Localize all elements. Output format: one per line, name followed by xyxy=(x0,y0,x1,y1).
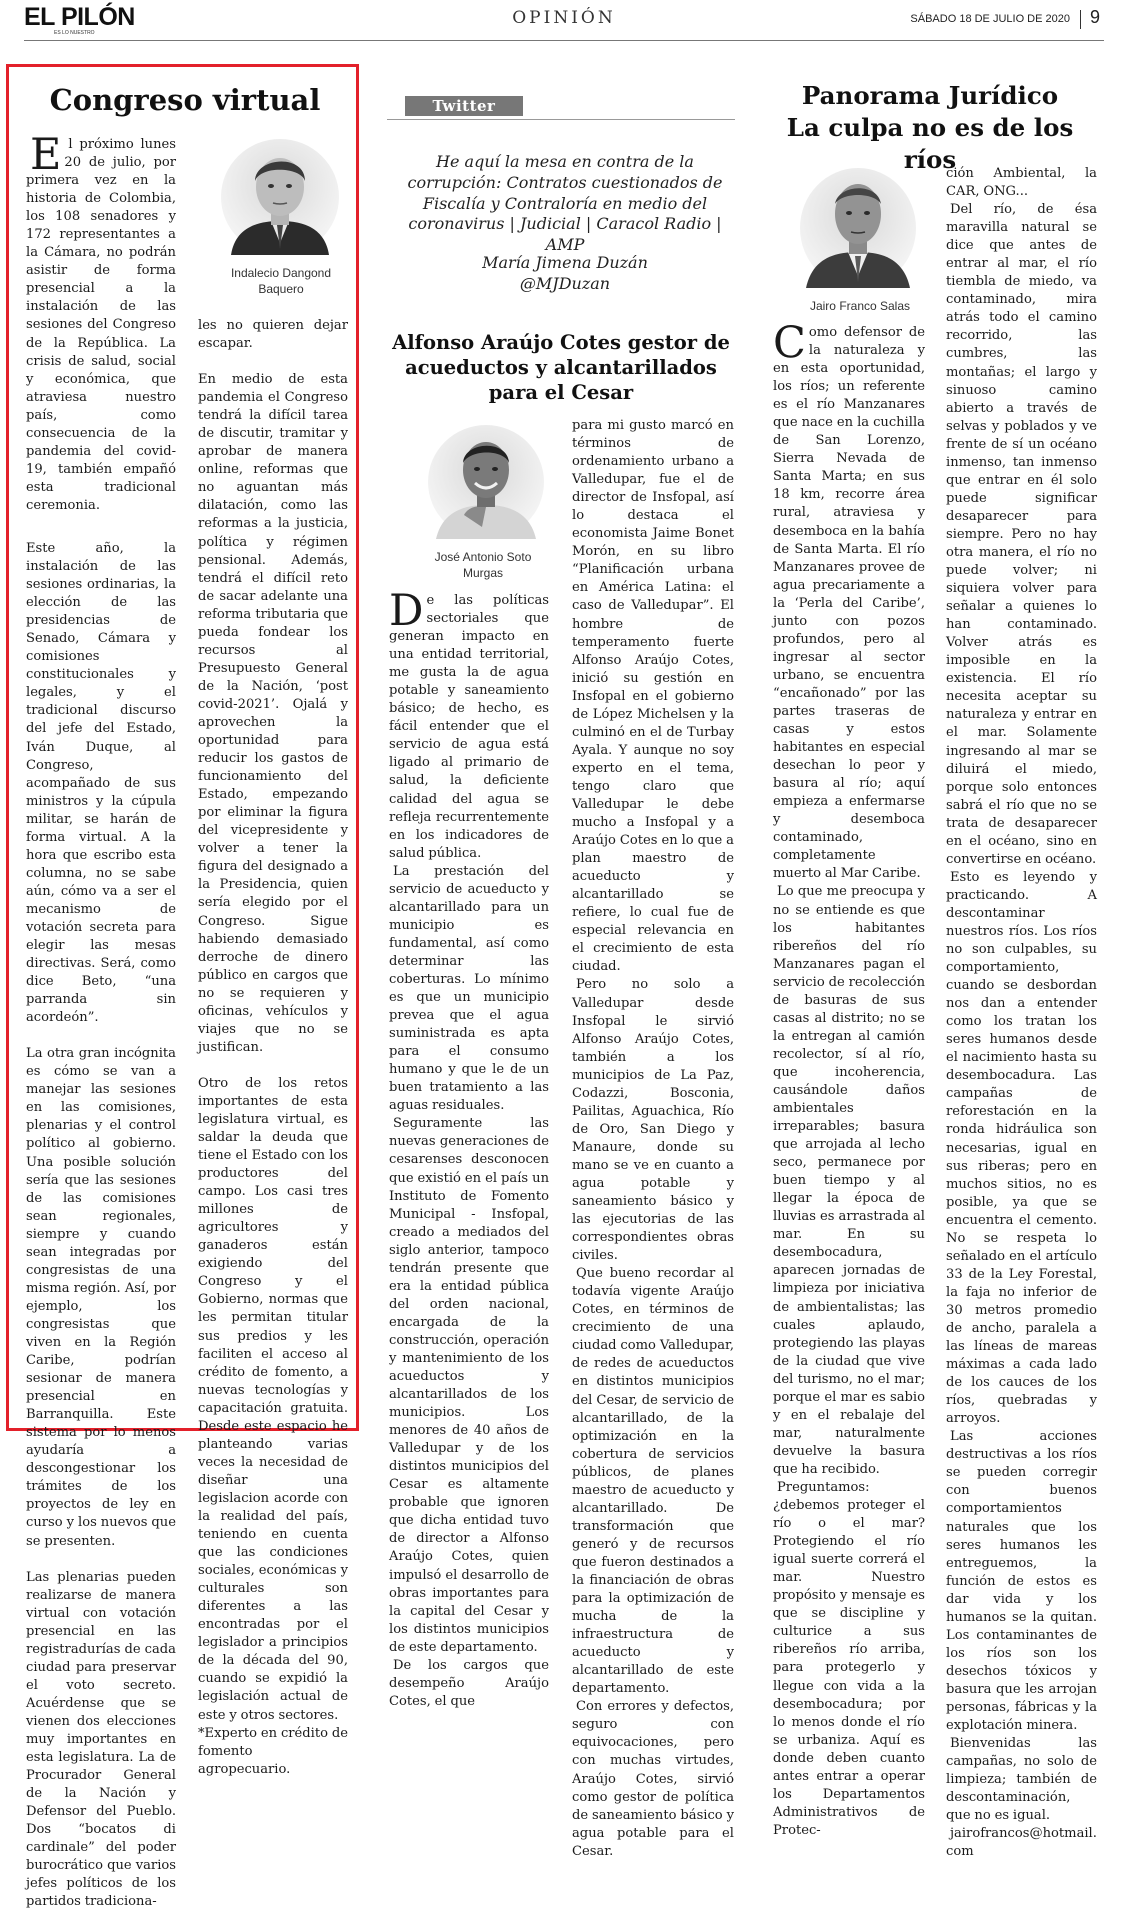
logo-text: EL PILÓN xyxy=(24,3,135,31)
author-byline-dangond: Indalecio Dangond Baquero xyxy=(230,266,332,296)
article-column xyxy=(572,417,734,1861)
paragraph: Este año, la instalación de las sesiones ordinarias, la elección de las presidencias de Senado, Cámara y comisiones constitucionales y legales, y el tradicional discurso del jefe del Estado, Iván Duque, al Congreso, acompañado de sus ministros y la cúpula militar, se harán de forma virtual. A la hora que escribo esta columna, no se sabe aún, cómo va a ser el mecanismo de votación secreta para elegir las mesas directivas. Será, como dice Beto, “una parranda sin acordeón”. xyxy=(26,540,176,1026)
paragraph: El próximo lunes 20 de julio, por primera vez en la historia de Colombia, los 108 senadores y 172 representantes a la Cámara, no podrán asistir de forma presencial a la instalación de las sesiones del Congreso de la República. La crisis de salud, social y económica, que atraviesa nuestro país, como consecuencia de la pandemia del covid-19, también empañó esta tradicional ceremonia. xyxy=(26,130,176,513)
paragraph: Pero no solo a Valledupar desde Insfopal le sirvió Alfonso Araújo Cotes, también a los municipios de La Paz, Codazzi, Bosconia, Pailitas, Aguachica, Río de Oro, San Diego y Manaure, donde su mano se ve en cuanto a agua potable y saneamiento básico y las ejecutorias de las correspondientes obras civiles. xyxy=(572,977,734,1264)
article-column xyxy=(198,317,348,1779)
section-title: OPINIÓN xyxy=(512,8,616,28)
author-byline-franco: Jairo Franco Salas xyxy=(809,299,911,313)
logo-tagline: ES LO NUESTRO xyxy=(54,30,95,36)
author-portrait-icon xyxy=(800,168,916,288)
page-number: 9 xyxy=(1089,7,1100,27)
article-column xyxy=(389,586,549,1711)
author-portrait-icon xyxy=(221,139,339,255)
paragraph: Del río, de ésa maravilla natural se dice que antes de entrar al mar, el río tiembla de miedo, va contaminado, mira atrás todo el camino recorrido, las cumbres, las montañas; el largo y sinuoso camino abierto a través de selvas y poblados y ve frente de sí un océano inmenso, tan inmenso que entrar en él solo puede significar desaparecer para siempre. Pero no hay otra manera, el río no puede volver; ni siquiera volver para señalar a quienes lo han contaminado. Volver atrás es imposible en la existencia. El río necesita aceptar su naturaleza y entrar en el mar. Solamente ingresando al mar se diluirá el miedo, porque solo entonces sabrá el río que no se trata de desaparecer en el océano, sino en convertirse en océano. xyxy=(946,202,1097,867)
paragraph: De las políticas sectoriales que generan impacto en una entidad territorial, me gusta la de agua potable y saneamiento básico; de hecho, es fácil entender que el servicio de agua está ligado al primario de salud, la deficiente calidad del agua se refleja recurrentemente en los indicadores de salud pública. xyxy=(389,586,549,861)
paragraph: para mi gusto marcó en términos de ordenamiento urbano a Valledupar, fue el de director de Insfopal, así lo destaca el economista Jaime Bonet Morón, en su libro “Planificación urbana en América Latina: el caso de Valledupar”. El hombre de temperamento fuerte Alfonso Araújo Cotes, inició su gestión en Insfopal en el gobierno de López Michelsen y la culminó en el de Turbay Ayala. Y aunque no soy experto en el tema, tengo claro que Valledupar le debe mucho a Insfopal y a Araújo Cotes en lo que a plan maestro de acueducto y alcantarillado se refiere, lo cual fue de especial relevancia en el crecimiento de esta ciudad. xyxy=(572,418,734,975)
paragraph: Las acciones destructivas a los ríos se pueden corregir con buenos comportamientos naturales que los seres humanos les entreguemos, la función de estos es dar vida y los humanos se la quitan. Los contaminantes de los ríos son los desechos tóxicos y basura que les arrojan personas, fábricas y la explotación minera. xyxy=(946,1429,1097,1734)
author-note: *Experto en crédito de fomento agropecuario. xyxy=(198,1725,348,1777)
author-photo-dangond xyxy=(221,139,339,255)
paragraph: Lo que me preocupa y no se entiende es que los habitantes ribereños del río Manzanares pagan el servicio de recolección de basuras de sus casas al distrito; no se la entregan al camión recolector, sí al río, que incoherencia, causándole daños ambientales irreparables; basura que arrojada al lecho seco, permanece por buen tiempo y al llegar la época de lluvias es arrastrada al mar. En su desembocadura, aparecen jornadas de limpieza por iniciativa de ambientalistas; las cuales aplaudo, protegiendo las playas de la ciudad que vive del turismo, no el mar; porque el mar es sabio y en el rebalaje del mar, naturalmente devuelve la basura que ha recibido. xyxy=(773,884,925,1477)
author-byline-soto: José Antonio Soto Murgas xyxy=(434,550,532,580)
paragraph: ción Ambiental, la CAR, ONG... xyxy=(946,166,1097,200)
masthead xyxy=(0,0,1128,48)
paragraph: les no quieren dejar escapar. xyxy=(198,318,348,352)
twitter-section-bar xyxy=(387,96,735,120)
paragraph: Como defensor de la naturaleza y en esta oportunidad, los ríos; un referente es el río Manzanares que nace en la cuchilla de San Lorenzo, Sierra Nevada de Santa Marta; en sus 18 km, recorre área rural, atraviesa y desemboca en la bahía de Santa Marta. El río Manzanares provee de agua precariamente a la ‘Perla del Caribe’, junto con pozos profundos, pero al ingresar al sector urbano, se encuentra “encañonado” por las partes traseras de casas y estos habitantes en especial desechan lo peor y basura al río; aquí empieza a enfermarse y desemboca contaminado, completamente muerto al Mar Caribe. xyxy=(773,318,925,882)
article-title-congreso: Congreso virtual xyxy=(49,83,321,117)
paragraph: Otro de los retos importantes de esta legislatura virtual, es saldar la deuda que tiene el Estado con los productores del campo. Los casi tres millones de agricultores y ganaderos están exigiendo del Congreso y el Gobierno, normas que les permitan titular sus predios y les faciliten el acceso al crédito de fomento, a nuevas tecnologías y capacitación gratuita. Desde este espacio he planteando varias veces la necesidad de diseñar una legislacion acorde con la realidad del país, teniendo en cuenta que las condiciones sociales, económicas y culturales son diferentes a las encontradas por el legislador a principios de la década del 90, cuando se expidió la legislación actual de este y otros sectores. xyxy=(198,1075,348,1723)
paragraph: Preguntamos: ¿debemos proteger el río o el mar? Protegiendo el río igual suerte correrá el mar. Nuestro propósito y mensaje es que se discipline y culturice a sus ribereños río arriba, para protegerlo y llegue con vida a la desembocadura; por lo menos donde el río se urbaniza. Aquí es donde deben cuanto antes entrar a operar los Departamentos Administrativos de Protec- xyxy=(773,1480,925,1838)
paragraph: Esto es leyendo y practicando. A descontaminar nuestros ríos. Los ríos no son culpables, su comportamiento, cuando se desbordan nos dan a entender como los tratan los seres humanos desde el nacimiento hasta su desembocadura. Las campañas de reforestación en la ronda hidráulica son necesarias, igual en sus riberas; pero en muchos sitios, no es posible, ya que se encuentra el cemento. No se respeta lo señalado en el artículo 33 de la Ley Forestal, la faja no inferior de 30 metros promedio de ancho, paralela a las líneas de mareas máximas a cada lado de los cauces de los ríos, quebradas y arroyos. xyxy=(946,869,1097,1427)
article-column xyxy=(946,165,1097,1861)
issue-date: SÁBADO 18 DE JULIO DE 2020 xyxy=(910,13,1070,25)
paragraph: En medio de esta pandemia el Congreso tendrá la difícil tarea de discutir, tramitar y aprobar de manera online, reformas que no aguantan más dilatación, como las reformas a la justicia, política y régimen pensional. Además, tendrá el difícil reto de sacar adelante una reforma tributaria que pueda fondear los recursos al Presupuesto General de la Nación, ‘post covid-2021’. Ojalá y aprovechen la oportunidad para reducir los gastos de funcionamiento del Estado, empezando por eliminar la figura del vicepresidente y volver a tener la figura del designado a la Presidencia, quien sería elegido por el Congreso. Sigue habiendo demasiado derroche de dinero público en cargos que no se requieren y oficinas, vehículos y viajes que no se justifican. xyxy=(198,372,348,1055)
article-column xyxy=(26,130,176,1911)
author-portrait-icon xyxy=(428,425,544,539)
header-rule xyxy=(24,40,1104,41)
article-column xyxy=(773,318,925,1840)
tweet-author-name: María Jimena Duzán xyxy=(482,253,648,272)
paragraph: Seguramente las nuevas generaciones de cesarenses desconocen que existió en el país un Instituto de Fomento Municipal - Insfopal, creado a mediados del siglo anterior, tampoco tendrán presente que era la entidad pública del orden nacional, encargada de la construcción, operación y mantenimiento de los acueductos y alcantarillados de los municipios. Los menores de 40 años de Valledupar y de los distintos municipios del Cesar es altamente probable que ignoren que dicha entidad tuvo de director a Alfonso Araújo Cotes, quien impulsó el desarrollo de obras importantes para la capital del Cesar y los distintos municipios de este departamento. xyxy=(389,1116,549,1655)
paragraph: La prestación del servicio de acueducto y alcantarillado para un municipio es fundamental, así como determinar las coberturas. Lo mínimo es que un municipio prevea que el agua suministrada es apta para el consumo humano y que le de un buen tratamiento a las aguas residuales. xyxy=(389,863,549,1114)
tweet-text[interactable]: He aquí la mesa en contra de la corrupción: Contratos cuestionados de Fiscalía y Contraloría en medio del coronavirus | Judicial | Caracol Radio | AMP xyxy=(407,152,723,255)
author-email-link[interactable]: jairofrancos@hotmail.com xyxy=(946,1826,1097,1860)
paragraph: Que bueno recordar al todavía vigente Araújo Cotes, en términos de crecimiento de una ciudad como Valledupar, de redes de acueductos en distintos municipios del Cesar, de servicio de alcantarillado, de la optimización en la cobertura de servicios públicos, de planes maestro de acueducto y alcantarillado. De transformación que generó y de recursos que fueron destinados a la financiación de obras para la optimización de mucha de la infraestructura de acueducto y alcantarillado de este departamento. xyxy=(572,1266,734,1697)
article-title-rios: La culpa no es de los ríos xyxy=(786,113,1074,174)
column-title-panorama: Panorama Jurídico xyxy=(801,81,1059,110)
twitter-label: Twitter xyxy=(405,96,523,116)
tweet-author xyxy=(395,252,735,294)
paragraph: La otra gran incógnita es cómo se van a manejar las sesiones en las comisiones, plenarias y el control político al gobierno. Una posible solución sería que las sesiones de las comisiones sean regionales, siempre y cuando sean integradas por congresistas de una misma región. Así, por ejemplo, los congresistas que viven en la Región Caribe, podrían sesionar de manera presencial en Barranquilla. Este sistema por lo menos ayudaría a descongestionar los trámites de los proyectos de ley en curso y los nuevos que se presenten. xyxy=(26,1046,176,1549)
paragraph: Con errores y defectos, seguro con equivocaciones, pero con muchas virtudes, Araújo Cotes, sirvió como gestor de política de saneamiento básico y agua potable para el Cesar. xyxy=(572,1699,734,1859)
paragraph: Bienvenidas las campañas, no solo de limpieza; también de descontaminación, que no es igual. xyxy=(946,1736,1097,1824)
paragraph: De los cargos que desempeño Araújo Cotes, el que xyxy=(389,1657,549,1709)
paragraph: Las plenarias pueden realizarse de manera virtual con votación presencial en las registradurías de cada ciudad para preservar el voto secreto. Acuérdense que se vienen dos elecciones muy importantes en esta legislatura. La de Procurador General de la Nación y Defensor del Pueblo. Dos “bocatos di cardinale” del poder burocrático que varios jefes políticos de los partidos tradiciona- xyxy=(26,1569,176,1910)
page-divider xyxy=(1080,10,1081,29)
tweet-author-handle[interactable]: @MJDuzan xyxy=(519,274,611,293)
article-title-araujo: Alfonso Araújo Cotes gestor de acueductos y alcantarillados para el Cesar xyxy=(392,331,730,404)
author-photo-franco xyxy=(800,168,916,288)
author-photo-soto xyxy=(428,425,544,539)
